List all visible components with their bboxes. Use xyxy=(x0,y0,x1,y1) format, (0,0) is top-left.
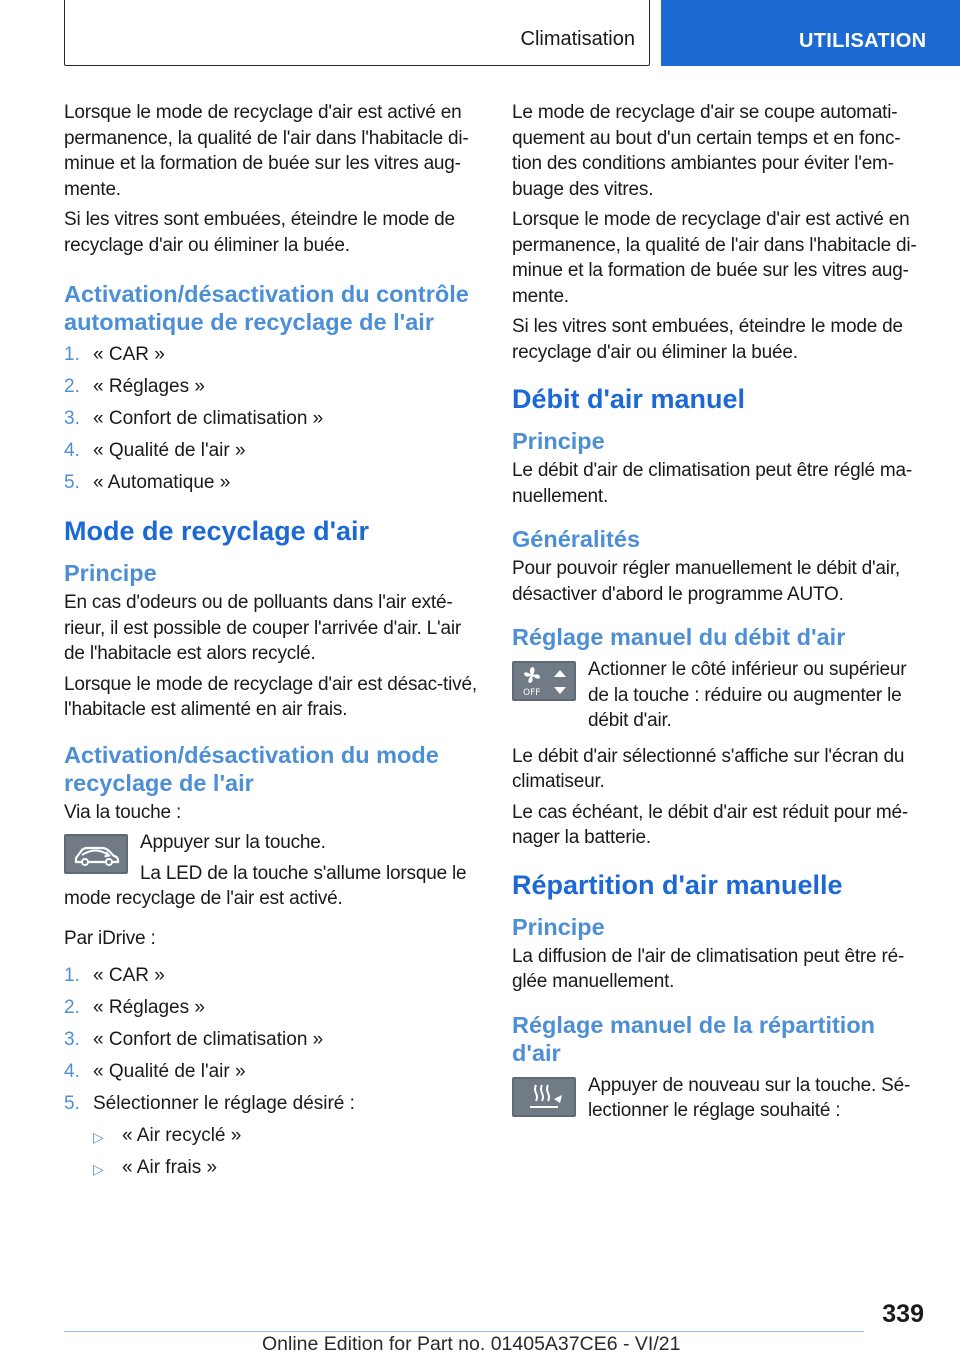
paragraph: Lorsque le mode de recyclage d'air est désac-tivé, l'habitacle est alimenté en air frais. xyxy=(64,673,477,720)
heading-auto-recirculation: Activation/désactivation du contrôle automatique de recyclage de l'air xyxy=(64,281,469,335)
air-distribution-icon xyxy=(512,1077,576,1117)
heading-general: Généralités xyxy=(512,526,641,552)
led-description: La LED de la touche s'allume lorsque le mode recyclage de l'air est activé. xyxy=(64,862,467,909)
paragraph: Si les vitres sont embuées, éteindre le mode de recyclage d'air ou éliminer la buée. xyxy=(64,209,455,256)
paragraph: Si les vitres sont embuées, éteindre le mode de recyclage d'air ou éliminer la buée. xyxy=(512,316,903,363)
list-item: ▷ « Air recyclé » xyxy=(93,1123,482,1148)
heading-manual-airflow: Débit d'air manuel xyxy=(512,384,745,414)
heading-manual-distribution: Répartition d'air manuelle xyxy=(512,869,843,900)
recirculation-button-row xyxy=(64,830,482,856)
list-item: 5. « Automatique » xyxy=(64,472,231,493)
paragraph: Pour pouvoir régler manuellement le débit d'air, désactiver d'abord le programme AUTO. xyxy=(512,558,900,605)
fan-button-row xyxy=(512,657,930,734)
list-item: 1. « CAR » xyxy=(64,965,165,986)
options-list xyxy=(93,1123,482,1180)
list-item: 1. « CAR » xyxy=(64,344,165,365)
heading-activation-recirculation: Activation/désactivation du mode recyclage de l'air xyxy=(64,741,439,796)
paragraph: Lorsque le mode de recyclage d'air est activé en permanence, la qualité de l'air dans l'habitacle di-minue et la formation de buée sur les vitres aug-mente. xyxy=(512,209,917,307)
heading-recirculation-mode: Mode de recyclage d'air xyxy=(64,516,370,546)
paragraph: Via la touche : xyxy=(64,801,182,823)
paragraph: Le débit d'air de climatisation peut être réglé ma-nuellement. xyxy=(512,460,913,507)
distribution-button-row xyxy=(512,1073,930,1124)
air-recirculation-icon xyxy=(64,834,128,874)
list-item: 5. Sélectionner le réglage désiré : ▷ « Air recyclé » ▷ « Air frais » xyxy=(64,1091,482,1180)
paragraph: Le mode de recyclage d'air se coupe automati-quement au bout d'un certain temps et en fonc-tion des conditions ambiantes pour éviter l'em-buage des vitres. xyxy=(512,102,901,200)
paragraph: Le cas échéant, le débit d'air est réduit pour mé-nager la batterie. xyxy=(512,801,909,848)
icon-description: Appuyer de nouveau sur la touche. Sé-lectionner le réglage souhaité : xyxy=(588,1074,911,1121)
icon-description: Appuyer sur la touche. xyxy=(140,832,326,853)
list-item: 3. « Confort de climatisation » xyxy=(64,1029,324,1050)
heading-manual-airflow-setting: Réglage manuel du débit d'air xyxy=(512,624,846,650)
list-item: ▷ « Air frais » xyxy=(93,1155,482,1180)
paragraph: Le débit d'air sélectionné s'affiche sur l'écran du climatiseur. xyxy=(512,745,905,792)
list-item: 3. « Confort de climatisation » xyxy=(64,408,324,429)
paragraph: Par iDrive : xyxy=(64,927,156,949)
list-item: 4. « Qualité de l'air » xyxy=(64,440,246,461)
fan-speed-icon xyxy=(512,661,576,701)
right-column xyxy=(512,100,930,1124)
triangle-bullet-icon: ▷ xyxy=(93,1129,104,1145)
heading-principle: Principe xyxy=(512,428,605,454)
left-column xyxy=(64,100,482,1187)
icon-description: Actionner le côté inférieur ou supérieur de la touche : réduire ou augmenter le débit d'air. xyxy=(588,659,907,731)
footer-edition: Online Edition for Part no. 01405A37CE6 - VI/21 xyxy=(262,1333,681,1355)
list-item: 4. « Qualité de l'air » xyxy=(64,1061,246,1082)
list-item: 2. « Réglages » xyxy=(64,997,205,1018)
footer-divider xyxy=(64,1331,864,1332)
header-section-tab xyxy=(64,0,650,66)
steps-list-auto xyxy=(64,342,482,495)
heading-principle: Principe xyxy=(512,913,605,940)
header-chapter-title: UTILISATION xyxy=(799,30,927,52)
header-section-title: Climatisation xyxy=(520,28,635,50)
fan-off-label: OFF xyxy=(523,688,541,698)
triangle-bullet-icon: ▷ xyxy=(93,1161,104,1177)
header-chapter-tab xyxy=(661,0,960,66)
steps-list-idrive xyxy=(64,963,482,1180)
list-item: 2. « Réglages » xyxy=(64,376,205,397)
paragraph: Lorsque le mode de recyclage d'air est activé en permanence, la qualité de l'air dans l'habitacle di-minue et la formation de buée sur les vitres aug-mente. xyxy=(64,102,469,200)
paragraph: En cas d'odeurs ou de polluants dans l'air exté-rieur, il est possible de couper l'arrivée d'air. L'air de l'habitacle est alors recyclé. xyxy=(64,592,461,664)
heading-principle: Principe xyxy=(64,560,157,586)
paragraph: La diffusion de l'air de climatisation peut être ré-glée manuellement. xyxy=(512,945,905,992)
page-number: 339 xyxy=(882,1300,924,1328)
heading-manual-distribution-setting: Réglage manuel de la répartition d'air xyxy=(512,1011,876,1066)
